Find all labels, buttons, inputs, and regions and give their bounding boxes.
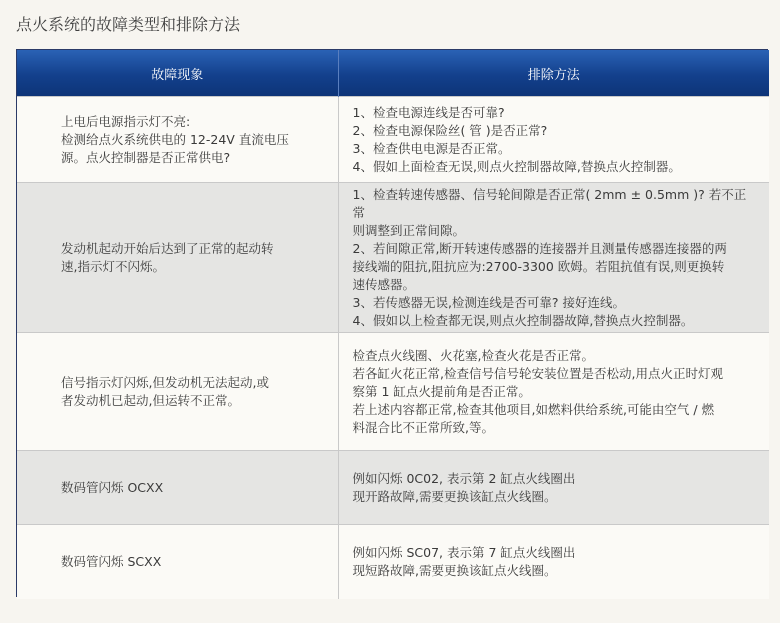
fix-cell	[338, 525, 769, 599]
header-symptom: 故障现象	[17, 50, 338, 97]
fix-line: 例如闪烁 0C02, 表示第 2 缸点火线圈出	[352, 470, 576, 486]
page-title: 点火系统的故障类型和排除方法	[16, 15, 241, 34]
fix-line: 若上述内容都正常,检查其他项目,如燃料供给系统,可能由空气 / 燃	[352, 401, 715, 417]
symptom-line: 源。点火控制器是否正常供电?	[61, 149, 231, 165]
table-row	[17, 525, 769, 599]
fix-line: 3、检查供电电源是否正常。	[352, 140, 511, 156]
table-row	[17, 451, 769, 525]
fix-line: 接线端的阻抗,阻抗应为:2700-3300 欧姆。若阻抗值有误,则更换转	[352, 258, 725, 274]
symptom-cell	[17, 97, 338, 183]
symptom-cell	[17, 183, 338, 333]
table-row	[17, 333, 769, 451]
fix-line: 2、检查电源保险丝( 管 )是否正常?	[352, 122, 548, 138]
fix-cell	[338, 451, 769, 525]
fix-line: 速传感器。	[352, 276, 416, 292]
fix-line: 现短路故障,需要更换该缸点火线圈。	[352, 562, 557, 578]
symptom-line: 速,指示灯不闪烁。	[61, 258, 165, 274]
troubleshooting-table	[17, 50, 769, 599]
fix-line: 3、若传感器无误,检测连线是否可靠? 接好连线。	[352, 294, 626, 310]
fix-line: 2、若间隙正常,断开转速传感器的连接器并且测量传感器连接器的两	[352, 240, 727, 256]
fix-line: 若各缸火花正常,检查信号信号轮安装位置是否松动,用点火正时灯观	[352, 365, 723, 381]
symptom-line: 者发动机已起动,但运转不正常。	[61, 392, 240, 408]
symptom-line: 数码管闪烁 OCXX	[61, 479, 164, 495]
symptom-cell	[17, 451, 338, 525]
header-fix: 排除方法	[338, 50, 769, 97]
fix-line: 则调整到正常间隙。	[352, 222, 466, 238]
fix-line: 1、检查电源连线是否可靠?	[352, 104, 505, 120]
table-header-row	[17, 50, 769, 97]
table-row	[17, 183, 769, 333]
fix-line: 例如闪烁 SC07, 表示第 7 缸点火线圈出	[352, 544, 576, 560]
fix-cell	[338, 183, 769, 333]
symptom-cell	[17, 333, 338, 451]
symptom-line: 信号指示灯闪烁,但发动机无法起动,或	[61, 374, 269, 390]
fix-cell	[338, 333, 769, 451]
symptom-line: 发动机起动开始后达到了正常的起动转	[61, 240, 274, 256]
fix-line: 料混合比不正常所致,等。	[352, 419, 494, 435]
symptom-line: 检测给点火系统供电的 12-24V 直流电压	[61, 131, 289, 147]
fix-line: 4、假如以上检查都无误,则点火控制器故障,替换点火控制器。	[352, 312, 694, 328]
table-row	[17, 97, 769, 183]
symptom-cell	[17, 525, 338, 599]
fix-line: 4、假如上面检查无误,则点火控制器故障,替换点火控制器。	[352, 158, 681, 174]
fix-line: 现开路故障,需要更换该缸点火线圈。	[352, 488, 557, 504]
troubleshooting-table-container	[16, 49, 768, 597]
fix-line: 1、检查转速传感器、信号轮间隙是否正常( 2mm ± 0.5mm )? 若不正常	[352, 186, 747, 220]
fix-line: 检查点火线圈、火花塞,检查火花是否正常。	[352, 347, 594, 363]
fix-cell	[338, 97, 769, 183]
symptom-line: 上电后电源指示灯不亮:	[61, 113, 191, 129]
fix-line: 察第 1 缸点火提前角是否正常。	[352, 383, 531, 399]
symptom-line: 数码管闪烁 SCXX	[61, 553, 162, 569]
